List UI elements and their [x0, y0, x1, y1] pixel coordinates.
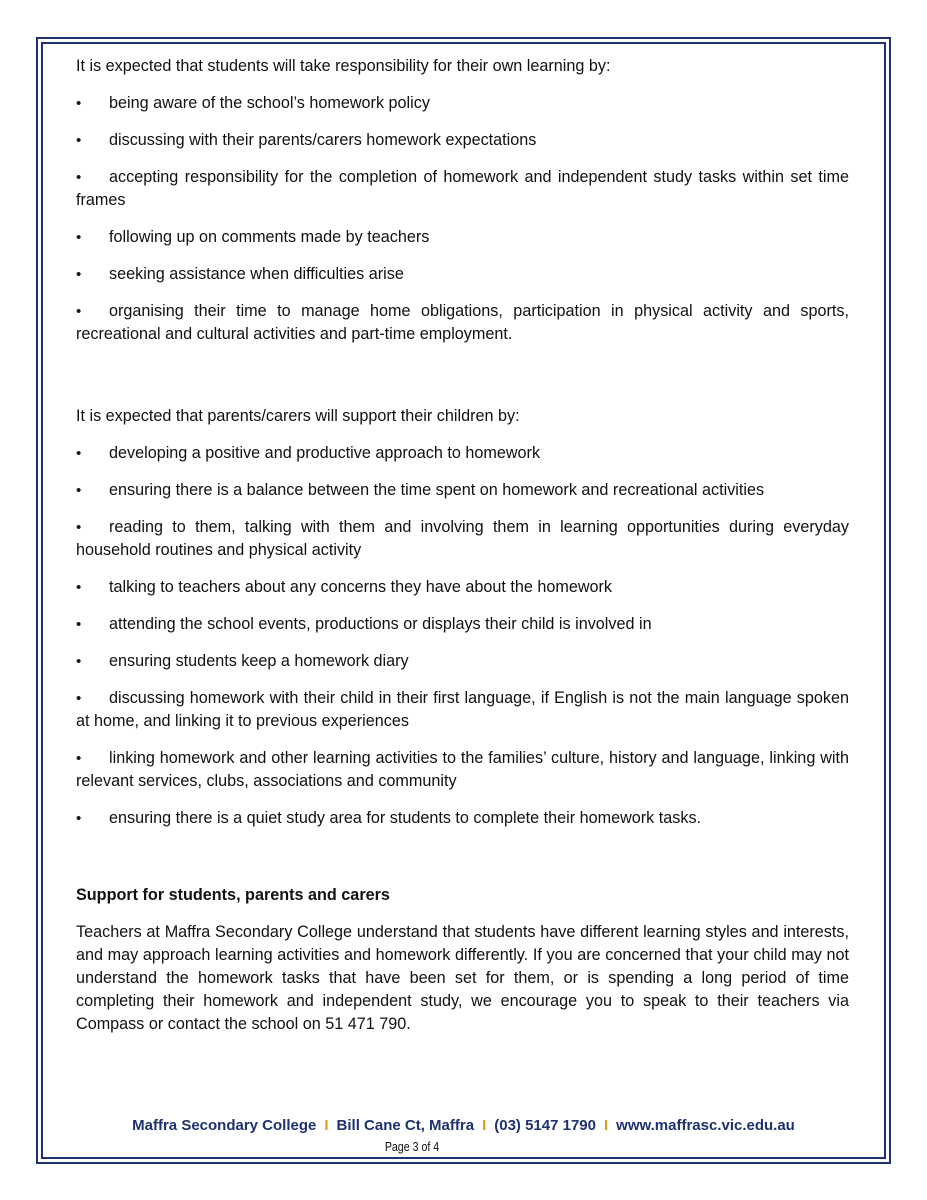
list-item: • attending the school events, productions or displays their child is involved in	[76, 613, 849, 636]
footer-separator: I	[324, 1117, 329, 1134]
bullet-icon: •	[76, 519, 82, 536]
parents-intro: It is expected that parents/carers will support their children by:	[76, 407, 520, 425]
bullet-icon: •	[76, 303, 82, 320]
bullet-icon: •	[76, 169, 82, 186]
parents-bullet-list	[76, 442, 849, 830]
bullet-icon: •	[76, 132, 82, 149]
bullet-icon: •	[76, 750, 82, 767]
bullet-icon: •	[76, 445, 82, 462]
bullet-icon: •	[76, 616, 82, 633]
bullet-icon: •	[76, 266, 82, 283]
list-item: • discussing homework with their child in their first language, if English is not the main language spoken at home, and linking it to previous experiences	[76, 689, 849, 730]
list-item: • seeking assistance when difficulties arise	[76, 263, 849, 286]
students-bullet-list	[76, 92, 849, 346]
list-item: • talking to teachers about any concerns they have about the homework	[76, 576, 849, 599]
bullet-icon: •	[76, 579, 82, 596]
bullet-icon: •	[76, 95, 82, 112]
footer-school-name: Maffra Secondary College	[132, 1117, 317, 1134]
footer-separator: I	[603, 1117, 609, 1134]
spacer	[76, 844, 849, 884]
list-item: • accepting responsibility for the completion of homework and independent study tasks within set time frames	[76, 168, 849, 209]
bullet-icon: •	[76, 810, 82, 827]
list-item: • organising their time to manage home obligations, participation in physical activity and sports, recreational and cultural activities and part-time employment.	[76, 302, 849, 343]
bullet-icon: •	[76, 482, 82, 499]
document-body	[76, 55, 849, 1036]
list-item: • ensuring there is a balance between the time spent on homework and recreational activities	[76, 479, 849, 502]
page-number: Page 3 of 4	[384, 1140, 440, 1154]
list-item: • linking homework and other learning activities to the families’ culture, history and language, linking with relevant services, clubs, associations and community	[76, 749, 849, 790]
footer-website: www.maffrasc.vic.edu.au	[616, 1117, 795, 1134]
footer-address: Bill Cane Ct, Maffra	[336, 1117, 475, 1134]
footer-phone: (03) 5147 1790	[494, 1117, 596, 1134]
list-item: • following up on comments made by teachers	[76, 226, 849, 249]
list-item: • developing a positive and productive approach to homework	[76, 442, 849, 465]
support-paragraph: Teachers at Maffra Secondary College understand that students have different learning styles and interests, and may approach learning activities and homework differently. If you are concerned that your child may not understand the homework tasks that have been set for them, or is spending a long period of time completing their homework and independent study, we encourage you to speak to their teachers via Compass or contact the school on 51 471 790.	[76, 923, 849, 1033]
bullet-icon: •	[76, 653, 82, 670]
footer-contact-bar	[42, 1117, 885, 1134]
spacer	[76, 360, 849, 405]
list-item: • ensuring students keep a homework diary	[76, 650, 849, 673]
bullet-icon: •	[76, 690, 82, 707]
list-item: • discussing with their parents/carers homework expectations	[76, 129, 849, 152]
students-intro: It is expected that students will take responsibility for their own learning by:	[76, 57, 611, 75]
footer-separator: I	[482, 1117, 487, 1134]
support-heading: Support for students, parents and carers	[76, 886, 390, 904]
bullet-icon: •	[76, 229, 82, 246]
list-item: • ensuring there is a quiet study area for students to complete their homework tasks.	[76, 807, 849, 830]
list-item: • reading to them, talking with them and involving them in learning opportunities during everyday household routines and physical activity	[76, 518, 849, 559]
list-item: • being aware of the school’s homework policy	[76, 92, 849, 115]
